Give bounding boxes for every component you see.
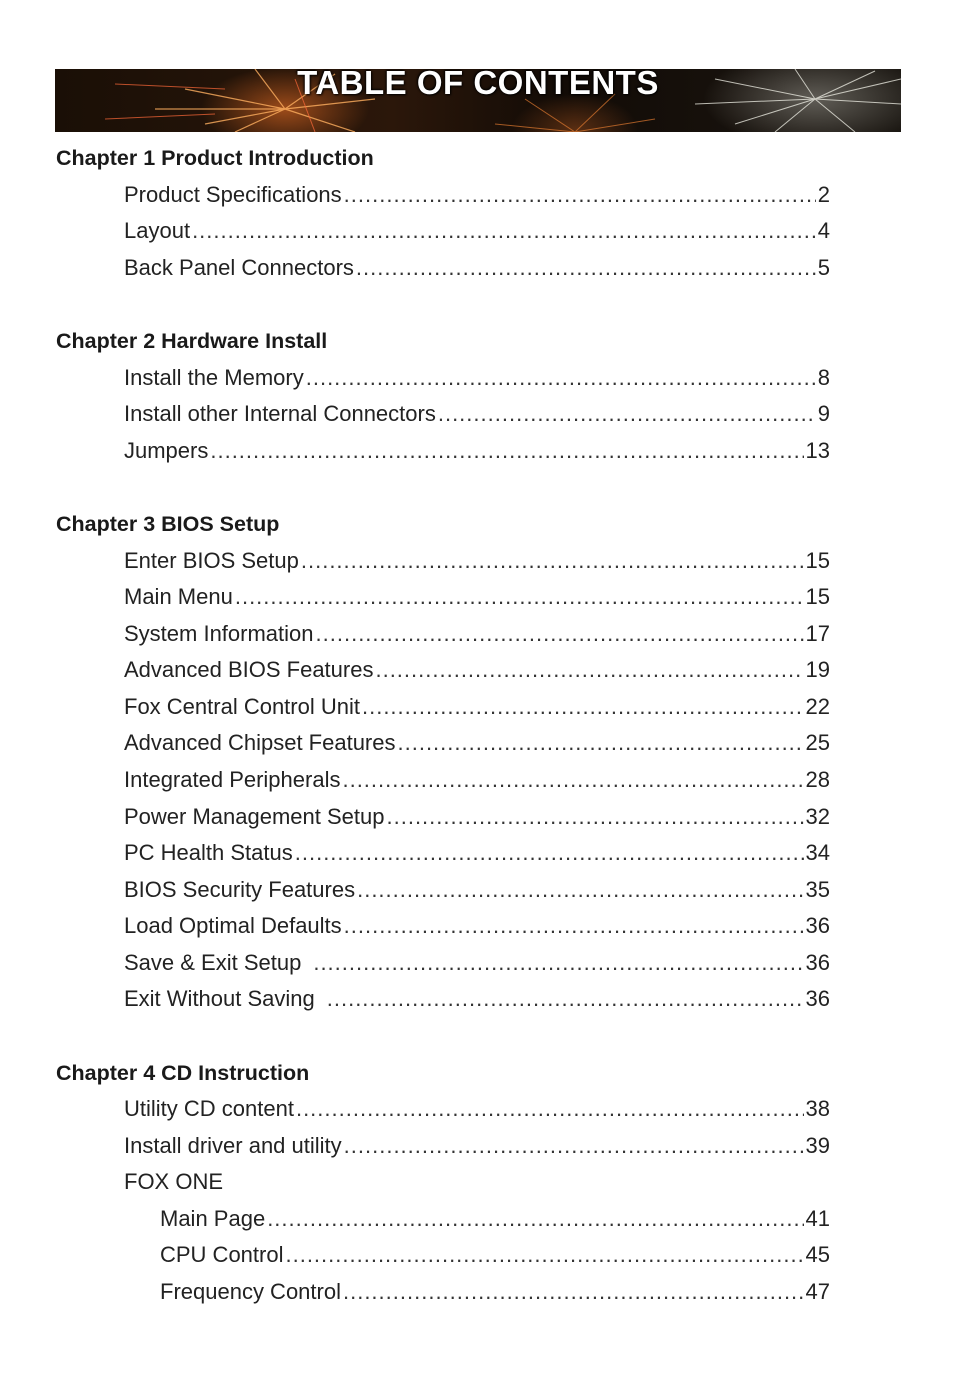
- toc-entry-page: 13: [805, 438, 830, 463]
- toc-entry-page: 9: [817, 401, 830, 426]
- toc-entry[interactable]: [124, 877, 830, 903]
- dot-leader: [362, 694, 804, 720]
- toc-entry[interactable]: [124, 694, 830, 720]
- toc-entry-page: 35: [805, 877, 830, 902]
- toc-entry[interactable]: [124, 1133, 830, 1159]
- toc-entry-title: Integrated Peripherals: [124, 767, 341, 792]
- dot-leader: [342, 767, 803, 793]
- toc-entry[interactable]: [124, 1096, 830, 1122]
- toc-entry[interactable]: [160, 1279, 830, 1305]
- toc-entry[interactable]: [124, 913, 830, 939]
- toc-entry-page: 25: [805, 730, 830, 755]
- toc-entry[interactable]: [124, 950, 830, 976]
- toc-entry-page: 32: [805, 804, 830, 829]
- dot-leader: [327, 986, 804, 1012]
- toc-entry-title: Fox Central Control Unit: [124, 694, 360, 719]
- toc-entry-title: Main Menu: [124, 584, 233, 609]
- dot-leader: [306, 365, 816, 391]
- toc-entry[interactable]: [124, 182, 830, 208]
- toc-entry-page: 15: [805, 548, 830, 573]
- toc-entry-page: 39: [805, 1133, 830, 1158]
- toc-entry-page: 34: [805, 840, 830, 865]
- dot-leader: [210, 438, 803, 464]
- toc-entry[interactable]: [124, 365, 830, 391]
- toc-entry-page: 36: [805, 986, 830, 1011]
- toc-entry[interactable]: [160, 1206, 830, 1232]
- toc-entry-title: PC Health Status: [124, 840, 293, 865]
- toc-entry[interactable]: [124, 767, 830, 793]
- dot-leader: [387, 804, 804, 830]
- toc-entry-page: 2: [817, 182, 830, 207]
- toc-entry-title: Install other Internal Connectors: [124, 401, 436, 426]
- toc-entry[interactable]: [124, 438, 830, 464]
- toc-entry-page: 22: [805, 694, 830, 719]
- toc-entry-title: Advanced BIOS Features: [124, 657, 374, 682]
- toc-entry-title: Power Management Setup: [124, 804, 385, 829]
- toc-entry-page: 19: [805, 657, 830, 682]
- toc-entry-page: 15: [805, 584, 830, 609]
- toc-entry-title: Layout: [124, 218, 191, 243]
- toc-entry[interactable]: [124, 548, 830, 574]
- toc-entry-title: Frequency Control: [160, 1279, 341, 1304]
- toc-entry-title: Exit Without Saving: [124, 986, 315, 1011]
- toc-entry-page: 36: [805, 950, 830, 975]
- toc-entry-title: Utility CD content: [124, 1096, 294, 1121]
- chapter-heading: Chapter 1 Product Introduction: [56, 146, 374, 170]
- toc-entry-title: Save & Exit Setup: [124, 950, 302, 975]
- chapter-heading: Chapter 4 CD Instruction: [56, 1061, 310, 1085]
- dot-leader: [357, 877, 803, 903]
- toc-entry-page: 28: [805, 767, 830, 792]
- toc-section-label: FOX ONE: [124, 1169, 224, 1194]
- toc-entry-title: Load Optimal Defaults: [124, 913, 342, 938]
- dot-leader: [438, 401, 816, 427]
- toc-entry[interactable]: [124, 804, 830, 830]
- toc-entry[interactable]: [124, 657, 830, 683]
- toc-entry-title: Advanced Chipset Features: [124, 730, 396, 755]
- chapter-heading: Chapter 2 Hardware Install: [56, 329, 328, 353]
- toc-entry-title: Install driver and utility: [124, 1133, 342, 1158]
- dot-leader: [192, 218, 816, 244]
- toc-entry-title: Product Specifications: [124, 182, 342, 207]
- toc-entry-title: Jumpers: [124, 438, 209, 463]
- dot-leader: [267, 1206, 803, 1232]
- toc-entry[interactable]: [124, 255, 830, 281]
- toc-entry-title: CPU Control: [160, 1242, 284, 1267]
- dot-leader: [313, 950, 803, 976]
- page-title: TABLE OF CONTENTS: [297, 69, 659, 101]
- toc-entry-page: 4: [817, 218, 830, 243]
- dot-leader: [398, 730, 804, 756]
- chapter-heading: Chapter 3 BIOS Setup: [56, 512, 280, 536]
- toc-entry-title: Enter BIOS Setup: [124, 548, 299, 573]
- toc-entry[interactable]: [124, 730, 830, 756]
- toc-entry[interactable]: [160, 1242, 830, 1268]
- toc-entry[interactable]: [124, 218, 830, 244]
- toc-entry-page: 5: [817, 255, 830, 280]
- toc-entry-title: Main Page: [160, 1206, 266, 1231]
- toc-entry-page: 45: [805, 1242, 830, 1267]
- toc-entry-page: 8: [817, 365, 830, 390]
- toc-entry[interactable]: [124, 840, 830, 866]
- dot-leader: [301, 548, 804, 574]
- header-banner: [55, 69, 901, 132]
- toc-entry[interactable]: [124, 986, 830, 1012]
- dot-leader: [356, 255, 816, 281]
- toc-entry-title: Back Panel Connectors: [124, 255, 354, 280]
- toc-entry-page: 38: [805, 1096, 830, 1121]
- toc-entry-page: 47: [805, 1279, 830, 1304]
- dot-leader: [344, 913, 804, 939]
- dot-leader: [316, 621, 804, 647]
- dot-leader: [375, 657, 803, 683]
- dot-leader: [343, 1279, 804, 1305]
- dot-leader: [344, 182, 816, 208]
- toc-entry-page: 36: [805, 913, 830, 938]
- toc-entry-title: BIOS Security Features: [124, 877, 356, 902]
- toc-entry[interactable]: [124, 621, 830, 647]
- dot-leader: [285, 1242, 803, 1268]
- dot-leader: [344, 1133, 804, 1159]
- toc-entry-page: 17: [805, 621, 830, 646]
- dot-leader: [296, 1096, 804, 1122]
- dot-leader: [295, 840, 804, 866]
- toc-entry-title: System Information: [124, 621, 314, 646]
- toc-entry-page: 41: [805, 1206, 830, 1231]
- dot-leader: [235, 584, 804, 610]
- toc-entry-title: Install the Memory: [124, 365, 304, 390]
- toc-entry[interactable]: [124, 401, 830, 427]
- toc-entry[interactable]: [124, 584, 830, 610]
